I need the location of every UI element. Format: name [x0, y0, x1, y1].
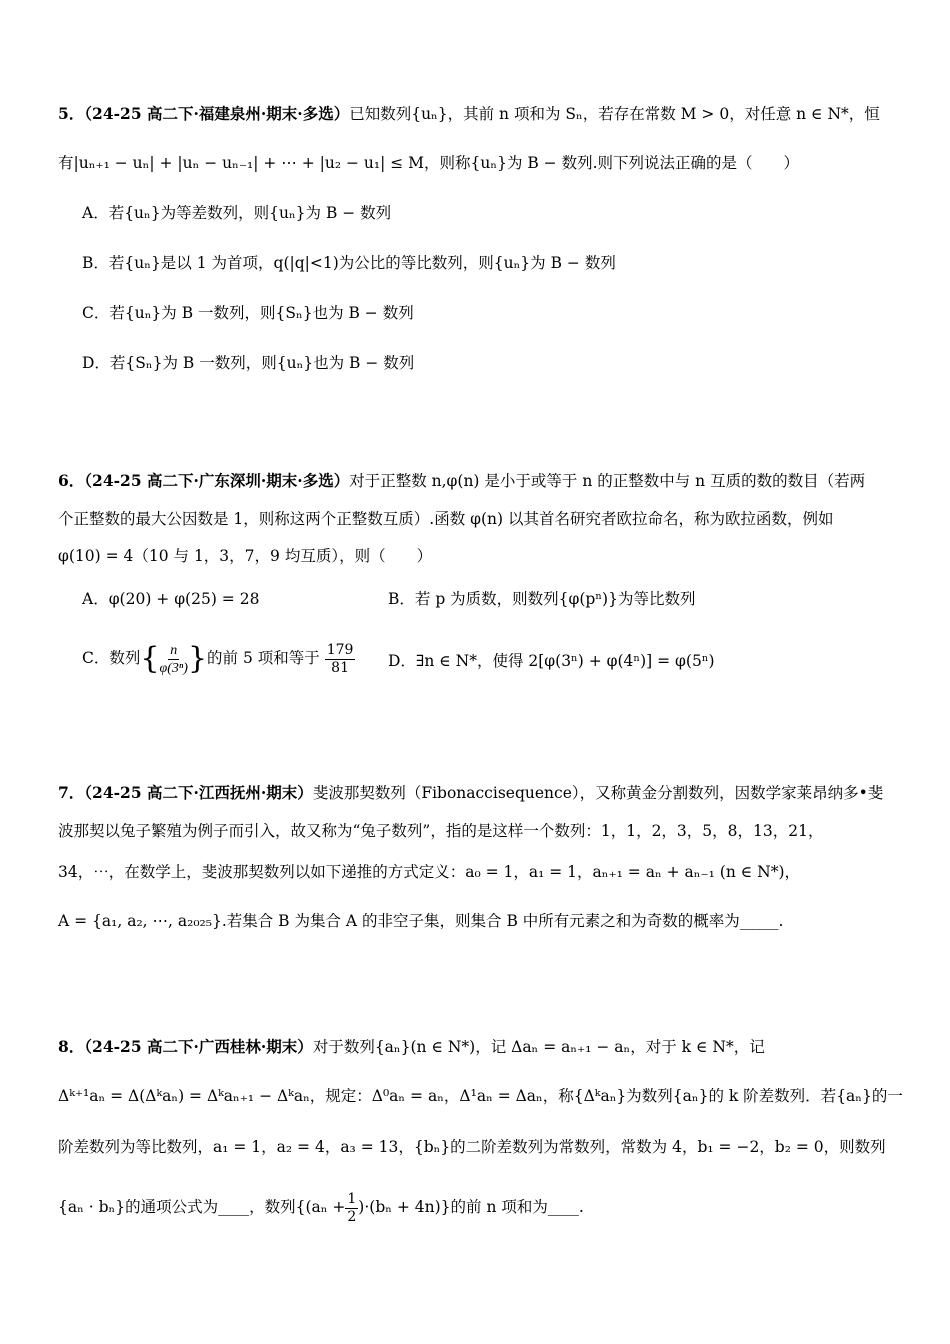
q5-line-1 [58, 103, 880, 125]
q8-stem-3: 阶差数列为等比数列，a₁ = 1，a₂ = 4，a₃ = 13，{bₙ}的二阶差数列为常数列，常数为 4，b₁ = −2，b₂ = 0，则数列 [58, 1138, 886, 1156]
q8-line-1 [58, 1036, 765, 1058]
q6-option-c-fraction [159, 642, 187, 677]
q8-stem-1: 对于数列{aₙ}(n ∈ N*)，记 Δaₙ = aₙ₊₁ − aₙ，对于 k ∈ N*，记 [312, 1038, 765, 1056]
q6-option-d: D．∃n ∈ N*，使得 2[φ(3ⁿ) + φ(4ⁿ)] = φ(5ⁿ) [388, 652, 715, 670]
q6-heading: 6．（24-25 高二下·广东深圳·期末·多选） [58, 471, 350, 490]
q8-stem-4 [58, 1185, 584, 1229]
q5-option-a: A．若{uₙ}为等差数列，则{uₙ}为 B − 数列 [82, 204, 392, 222]
q8-stem-4-post: 的前 n 项和为____. [450, 1198, 584, 1216]
q7-stem-4: A = {a₁, a₂, ⋯, a₂₀₂₅}.若集合 B 为集合 A 的非空子集，则集合 B 中所有元素之和为奇数的概率为_____. [58, 912, 784, 930]
q6-stem-1: 对于正整数 n,φ(n) 是小于或等于 n 的正整数中与 n 互质的数的数目（若两 [349, 472, 866, 490]
q6-option-a: A．φ(20) + φ(25) = 28 [82, 590, 260, 608]
q8-stem-4-close: )·(bₙ + 4n)} [358, 1198, 451, 1216]
q5-option-c: C．若{uₙ}为 B 一数列，则{Sₙ}也为 B − 数列 [82, 304, 414, 322]
right-brace: } [187, 641, 208, 676]
sum-denominator: 81 [331, 659, 349, 676]
left-brace: { [140, 641, 160, 676]
q6-line-1 [58, 470, 865, 492]
fraction-denominator: φ(3ⁿ) [159, 660, 188, 676]
q6-option-c-text: 的前 5 项和等于 [207, 649, 320, 667]
q8-stem-4-pre: {aₙ · bₙ}的通项公式为____，数列 [58, 1198, 296, 1216]
q8-heading: 8．（24-25 高二下·广西桂林·期末） [58, 1037, 313, 1056]
q8-stem-4-open: {(aₙ + [295, 1198, 346, 1216]
q5-option-d: D．若{Sₙ}为 B 一数列，则{uₙ}也为 B − 数列 [82, 354, 415, 372]
q5-stem-1: 已知数列{uₙ}，其前 n 项和为 Sₙ，若存在常数 M > 0，对任意 n ∈ N*，恒 [349, 105, 880, 123]
half-numerator: 1 [347, 1190, 357, 1207]
q5-option-b: B．若{uₙ}是以 1 为首项，q(|q|<1)为公比的等比数列，则{uₙ}为 B − 数列 [82, 254, 616, 272]
q7-stem-2: 波那契以兔子繁殖为例子而引入，故又称为“兔子数列”，指的是这样一个数列：1，1，2，3，5，8，13，21， [58, 822, 824, 840]
half-fraction [345, 1191, 358, 1226]
q6-stem-3: φ(10) = 4（10 与 1，3，7，9 均互质），则（ ） [58, 547, 433, 565]
half-denominator: 2 [347, 1208, 357, 1225]
q6-option-c-sum [325, 642, 356, 677]
fraction-numerator: n [170, 642, 178, 658]
q6-option-c-label: C．数列 [82, 649, 141, 667]
q6-option-b: B．若 p 为质数，则数列{φ(pⁿ)}为等比数列 [388, 590, 696, 608]
q6-stem-2: 个正整数的最大公因数是 1，则称这两个正整数互质）.函数 φ(n) 以其首名研究者欧拉命名，称为欧拉函数，例如 [58, 510, 834, 528]
q5-heading: 5．（24-25 高二下·福建泉州·期末·多选） [58, 104, 350, 123]
q7-stem-3: 34，⋯，在数学上，斐波那契数列以如下递推的方式定义：a₀ = 1，a₁ = 1，aₙ₊₁ = aₙ + aₙ₋₁ (n ∈ N*)， [58, 863, 800, 881]
q7-stem-1: 斐波那契数列（Fibonaccisequence），又称黄金分割数列，因数学家莱昂纳多•斐 [312, 784, 884, 802]
q8-stem-2: Δᵏ⁺¹aₙ = Δ(Δᵏaₙ) = Δᵏaₙ₊₁ − Δᵏaₙ，规定：Δ⁰aₙ = aₙ，Δ¹aₙ = Δaₙ，称{Δᵏaₙ}为数列{aₙ}的 k 阶差数列．若{aₙ}的一 [58, 1087, 903, 1105]
q6-option-c [82, 636, 355, 681]
q7-heading: 7．（24-25 高二下·江西抚州·期末） [58, 783, 313, 802]
sum-numerator: 179 [326, 641, 354, 658]
q5-stem-2: 有|uₙ₊₁ − uₙ| + |uₙ − uₙ₋₁| + ⋯ + |u₂ − u₁| ≤ M，则称{uₙ}为 B − 数列.则下列说法正确的是（ ） [58, 154, 800, 172]
q7-line-1 [58, 782, 883, 804]
